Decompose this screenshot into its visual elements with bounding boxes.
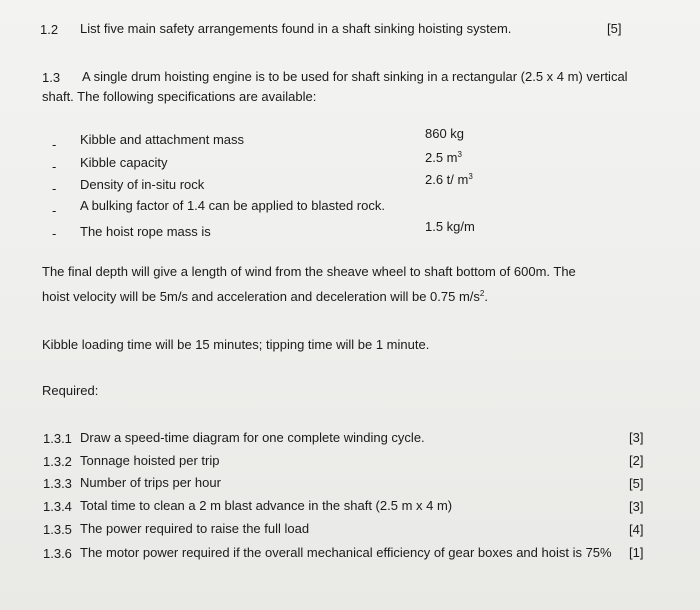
spec-label: Kibble capacity <box>80 155 168 170</box>
subquestion-marks: [3] <box>629 430 644 445</box>
question-marks: [5] <box>607 21 622 36</box>
subquestion-marks: [5] <box>629 476 644 491</box>
spec-label: A bulking factor of 1.4 can be applied to blasted rock. <box>80 198 385 213</box>
required-label: Required: <box>42 383 99 398</box>
subquestion-number: 1.3.4 <box>43 499 72 514</box>
subquestion-marks: [4] <box>629 522 644 537</box>
subquestion-text: Total time to clean a 2 m blast advance in the shaft (2.5 m x 4 m) <box>80 498 453 513</box>
subquestion-text: The power required to raise the full load <box>80 521 310 536</box>
spec-value: 1.5 kg/m <box>425 219 475 234</box>
list-bullet: - <box>52 203 57 218</box>
subquestion-number: 1.3.1 <box>43 431 72 446</box>
question-text: List five main safety arrangements found in a shaft sinking hoisting system. <box>80 21 512 36</box>
question-intro-line-2: shaft. The following specifications are available: <box>42 89 317 104</box>
paragraph-line: hoist velocity will be 5m/s and acceleration and deceleration will be 0.75 $m/s^2$. <box>42 289 488 304</box>
spec-label: Kibble and attachment mass <box>80 132 245 147</box>
subquestion-marks: [2] <box>629 453 644 468</box>
subquestion-text: Number of trips per hour <box>80 475 221 490</box>
subquestion-number: 1.3.5 <box>43 522 72 537</box>
subquestion-number: 1.3.3 <box>43 476 72 491</box>
list-bullet: - <box>52 159 57 174</box>
subquestion-text: Tonnage hoisted per trip <box>80 453 220 468</box>
subquestion-marks: [1] <box>629 545 644 560</box>
paragraph-line: Kibble loading time will be 15 minutes; tipping time will be 1 minute. <box>42 337 430 352</box>
list-bullet: - <box>52 226 57 241</box>
subquestion-text: Draw a speed-time diagram for one complete winding cycle. <box>80 430 425 445</box>
list-bullet: - <box>52 137 57 152</box>
paragraph-line: The final depth will give a length of wind from the sheave wheel to shaft bottom of 600m. The <box>42 264 576 279</box>
list-bullet: - <box>52 181 57 196</box>
subquestion-marks: [3] <box>629 499 644 514</box>
subquestion-number: 1.3.6 <box>43 546 72 561</box>
spec-label: Density of in-situ rock <box>80 177 205 192</box>
subquestion-text: The motor power required if the overall mechanical efficiency of gear boxes and hoist is 75% <box>80 545 612 560</box>
spec-value: 2.5 $m^3$ <box>425 150 462 165</box>
question-number: 1.3 <box>42 70 61 85</box>
spec-label: The hoist rope mass is <box>80 224 211 239</box>
subquestion-number: 1.3.2 <box>43 454 72 469</box>
spec-value: 2.6 t/ $m^3$ <box>425 172 473 187</box>
spec-value: 860 kg <box>425 126 465 141</box>
question-intro-line-1: A single drum hoisting engine is to be used for shaft sinking in a rectangular (2.5 x 4 m) vertical <box>82 69 628 84</box>
question-number: 1.2 <box>40 22 59 37</box>
